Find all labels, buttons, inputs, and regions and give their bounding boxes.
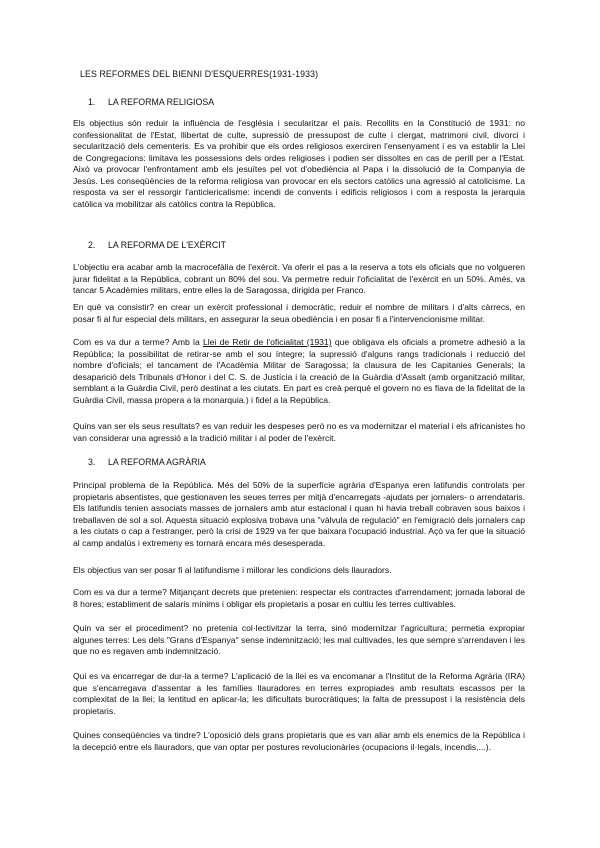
section-number: 2.: [88, 240, 96, 250]
document-title: LES REFORMES DEL BIENNI D'ESQUERRES(1931-1933): [80, 69, 319, 79]
section-number: 1.: [88, 97, 96, 107]
paragraph-text-after: que obligava els oficials a prometre adhesió a la República; la possibilitat de retirar-se amb el sou íntegre; la supressió d'alguns rangs tradicionals i reducció del nombre d'oficials; el tancament de l'Acadèmia Militar de Saragossa; la clausura de les Capitanies Generals; la desaparició dels Tribunals d'Honor i del C. S. de Justícia i la creació de la Guàrdia d'Assalt (amb organització militar, semblant a la Guàrdia Civil, però destinat a les ciutats. En part es creà perquè el govern no es fiava de la fidelitat de la Guàrdia Civil, massa propera a la monarquia.) i fidel a la República.: [73, 337, 525, 405]
paragraph-agrarian-procedure: Quin va ser el procediment? no pretenia col·lectivitzar la terra, sinó modernitzar l'agricultura; permetia expropiar algunes terres: Les dels "Grans d'Espanya" sense indemnització; les mal cultivades, les que sempre s'arrendaven i les que no es regaven amb indemnització.: [73, 623, 525, 656]
paragraph-army-objective: L'objectiu era acabar amb la macrocefàlia de l'exèrcit. Va oferir el pas a la reserva a tots els oficials que no volgueren jurar fidelitat a la República, cobrant un 80% del sou. Va permetre reduir l'oficialitat de l'exèrcit en un 50%. Amés, va tancar 5 Acadèmies militars, entre elles la de Saragossa, dirigida per Franco.: [73, 262, 525, 295]
section-title: LA REFORMA RELIGIOSA: [108, 97, 215, 107]
section-heading-agraria: [88, 457, 206, 467]
paragraph-agrarian-how: Com es va dur a terme? Mitjançant decrets que pretenien: respectar els contractes d'arrendament; jornada laboral de 8 hores; establiment de salaris mínims i obligar els propietaris a posar en cultiu les terres cultivables.: [73, 587, 525, 609]
law-retir-link: Llei de Retir de l'oficialitat (1931): [202, 337, 332, 347]
paragraph-army-consist: En què va consistir? en crear un exèrcit professional i democràtic, reduir el nombre de militars i d'alts càrrecs, en posar fi al fur especial dels militars, en assegurar la seua obediència i en posar fi a l'intervencionisme militar.: [73, 302, 525, 324]
paragraph-agrarian-consequences: Quines conseqüències va tindre? L'oposició dels grans propietaris que es van aliar amb els enemics de la República i la decepció entre els llauradors, que van optar per postures revolucionàries (ocupacions il·legals, incendis,...).: [73, 730, 525, 752]
paragraph-text-before: Com es va dur a terme? Amb la: [73, 337, 203, 347]
paragraph-army-results: Quins van ser els seus resultats? es van reduir les despeses però no es va modernitzar el material i els africanistes ho van considerar una agressió a la tradició militar i al poder de l'exèrcit.: [73, 421, 525, 443]
paragraph-religious-reform: Els objectius són reduir la influència de l'església i secularitzar el país. Recollits en la Constitució de 1931: no confessionalitat de l'Estat, llibertat de culte, supressió de pressupost de culte i clergat, matrimoni civil, divorci i secularització dels cementeris. Es va prohibir que els ordes religiosos exerciren l'ensenyament i es va establir la Llei de Congregacions: limitava les possessions dels ordes religioses i podien ser dissoltes en cas de perill per a l'Estat. Això va provocar l'enfrontament amb els jesuïtes pel vot d'obediència al Papa i la dissolució de la Companyia de Jesús. Les conseqüències de la reforma religiosa van provocar en els sectors catòlics una agressió al catolicisme. La resposta va ser el ressorgir l'anticlericalisme: incendi de convents i edificis religiosos i com a resposta la jerarquia catòlica va mobilitzar als catòlics contra la República.: [73, 118, 525, 209]
section-number: 3.: [88, 457, 96, 467]
section-title: LA REFORMA DE L'EXÈRCIT: [108, 240, 227, 250]
section-heading-exercit: [88, 240, 226, 250]
paragraph-agrarian-objectives: Els objectius van ser posar fi al latifundisme i millorar les condicions dels llauradors.: [73, 565, 392, 575]
section-heading-religiosa: [88, 97, 214, 107]
section-title: LA REFORMA AGRÀRIA: [108, 457, 206, 467]
paragraph-agrarian-problem: Principal problema de la República. Més del 50% de la superfície agrària d'Espanya eren latifundis controlats per propietaris absentistes, que gestionaven les seues terres per mitjà d'encarregats -ajudats per jornalers- o arrendataris. Els latifundis tenien associats masses de jornalers amb atur estacional i quan hi havia treball cobraven sous baixos i treballaven de sol a sol. Aquesta situació explosiva trobava una "vàlvula de regulació" en l'emigració dels jornalers cap a les ciutats o cap a l'estranger, però la crisi de 1929 va fer que baixara l'ocupació industrial. Açò va fer que la situació al camp andalús i extremeny es tornarà encara més desesperada.: [73, 480, 525, 548]
paragraph-agrarian-who: Qui es va encarregar de dur-la a terme? L'aplicació de la llei es va encomanar a l'Institut de la Reforma Agrària (IRA) que s'encarregava d'assentar a les famílies llauradores en terres expropiades amb resultats escassos per la complexitat de la llei; la lentitud en aplicar-la; les dificultats burocràtiques; la falta de pressupost i la resistència dels propietaris.: [73, 671, 525, 716]
paragraph-army-how: [73, 337, 525, 406]
